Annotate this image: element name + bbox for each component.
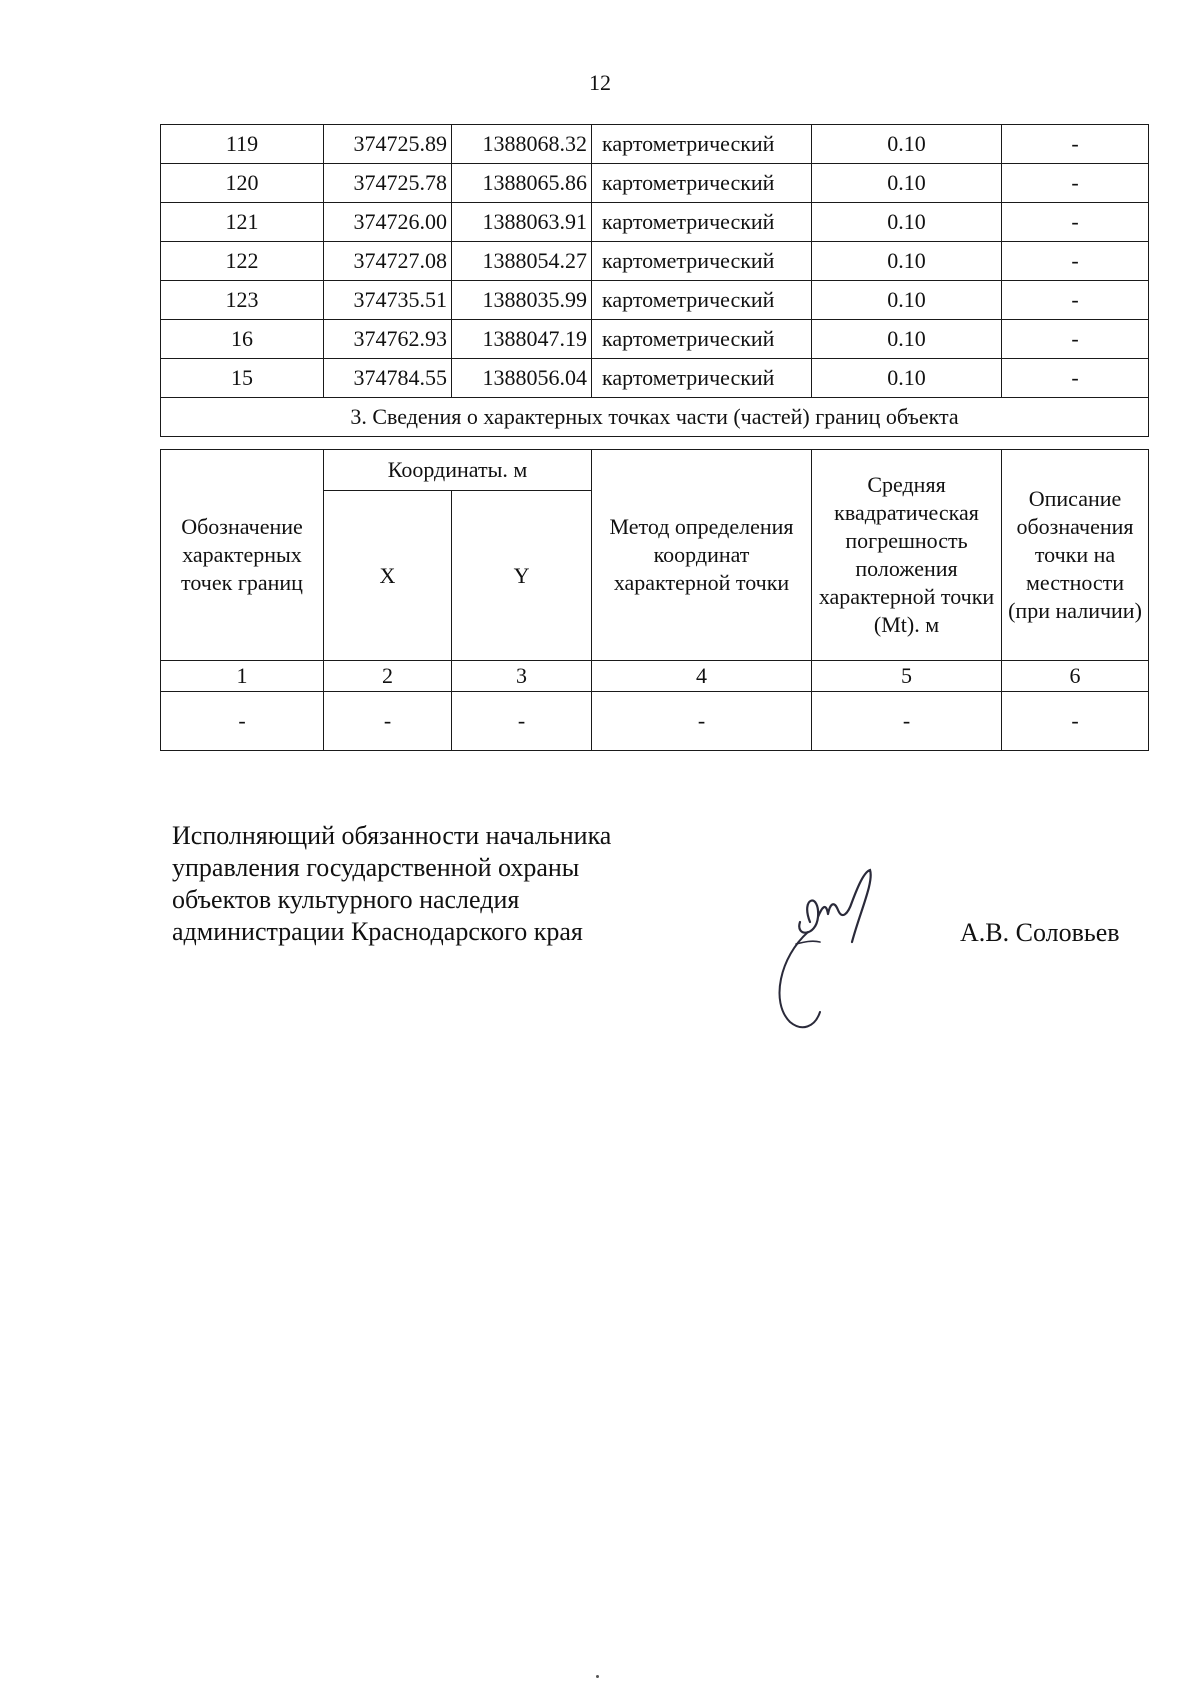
signatory-name: А.В. Соловьев [960, 918, 1120, 947]
empty-cell: - [1002, 692, 1149, 751]
header-coordinates: Координаты. м [324, 450, 592, 491]
method-cell: картометрический [592, 164, 812, 203]
empty-cell: - [324, 692, 452, 751]
header-y: Y [452, 491, 592, 661]
column-number: 5 [812, 661, 1002, 692]
x-coordinate-cell: 374725.78 [324, 164, 452, 203]
mt-cell: 0.10 [812, 203, 1002, 242]
column-number: 3 [452, 661, 592, 692]
description-cell: - [1002, 320, 1149, 359]
point-designation-cell: 123 [161, 281, 324, 320]
table-row [161, 359, 1149, 398]
y-coordinate-cell: 1388068.32 [452, 125, 592, 164]
description-cell: - [1002, 203, 1149, 242]
mt-cell: 0.10 [812, 359, 1002, 398]
point-designation-cell: 120 [161, 164, 324, 203]
y-coordinate-cell: 1388047.19 [452, 320, 592, 359]
table-row [161, 281, 1149, 320]
header-mt: Средняя квадратическая погрешность положения характерной точки (Mt). м [812, 450, 1002, 661]
table-row [161, 164, 1149, 203]
x-coordinate-cell: 374726.00 [324, 203, 452, 242]
table-row [161, 125, 1149, 164]
empty-cell: - [452, 692, 592, 751]
y-coordinate-cell: 1388063.91 [452, 203, 592, 242]
mt-cell: 0.10 [812, 125, 1002, 164]
y-coordinate-cell: 1388035.99 [452, 281, 592, 320]
mt-cell: 0.10 [812, 242, 1002, 281]
x-coordinate-cell: 374784.55 [324, 359, 452, 398]
column-number: 1 [161, 661, 324, 692]
table-row [161, 320, 1149, 359]
description-cell: - [1002, 281, 1149, 320]
method-cell: картометрический [592, 125, 812, 164]
mt-cell: 0.10 [812, 281, 1002, 320]
table-row [161, 242, 1149, 281]
empty-cell: - [812, 692, 1002, 751]
description-cell: - [1002, 242, 1149, 281]
point-designation-cell: 16 [161, 320, 324, 359]
description-cell: - [1002, 125, 1149, 164]
y-coordinate-cell: 1388056.04 [452, 359, 592, 398]
handwritten-signature [760, 862, 920, 1042]
y-coordinate-cell: 1388054.27 [452, 242, 592, 281]
x-coordinate-cell: 374762.93 [324, 320, 452, 359]
point-designation-cell: 15 [161, 359, 324, 398]
scan-speck [596, 1675, 599, 1678]
position-line: управления государственной охраны [172, 853, 580, 882]
mt-cell: 0.10 [812, 164, 1002, 203]
position-line: Исполняющий обязанности начальника [172, 821, 612, 850]
point-designation-cell: 122 [161, 242, 324, 281]
part-boundary-points-table [160, 449, 1149, 751]
method-cell: картометрический [592, 242, 812, 281]
boundary-points-table [160, 124, 1149, 437]
header-description: Описание обозначения точки на местности (при наличии) [1002, 450, 1149, 661]
section-title: 3. Сведения о характерных точках части (частей) границ объекта [161, 398, 1149, 437]
x-coordinate-cell: 374727.08 [324, 242, 452, 281]
position-line: объектов культурного наследия [172, 885, 520, 914]
header-method: Метод определения координат характерной точки [592, 450, 812, 661]
page-number: 12 [589, 70, 611, 95]
y-coordinate-cell: 1388065.86 [452, 164, 592, 203]
empty-cell: - [161, 692, 324, 751]
empty-cell: - [592, 692, 812, 751]
column-number: 6 [1002, 661, 1149, 692]
column-number: 4 [592, 661, 812, 692]
column-number: 2 [324, 661, 452, 692]
description-cell: - [1002, 164, 1149, 203]
header-point-designation: Обозначение характерных точек границ [161, 450, 324, 661]
mt-cell: 0.10 [812, 320, 1002, 359]
position-line: администрации Краснодарского края [172, 917, 583, 946]
point-designation-cell: 119 [161, 125, 324, 164]
method-cell: картометрический [592, 359, 812, 398]
header-x: X [324, 491, 452, 661]
x-coordinate-cell: 374735.51 [324, 281, 452, 320]
method-cell: картометрический [592, 281, 812, 320]
method-cell: картометрический [592, 203, 812, 242]
signatory-position [172, 820, 692, 948]
method-cell: картометрический [592, 320, 812, 359]
table-row [161, 203, 1149, 242]
description-cell: - [1002, 359, 1149, 398]
point-designation-cell: 121 [161, 203, 324, 242]
x-coordinate-cell: 374725.89 [324, 125, 452, 164]
